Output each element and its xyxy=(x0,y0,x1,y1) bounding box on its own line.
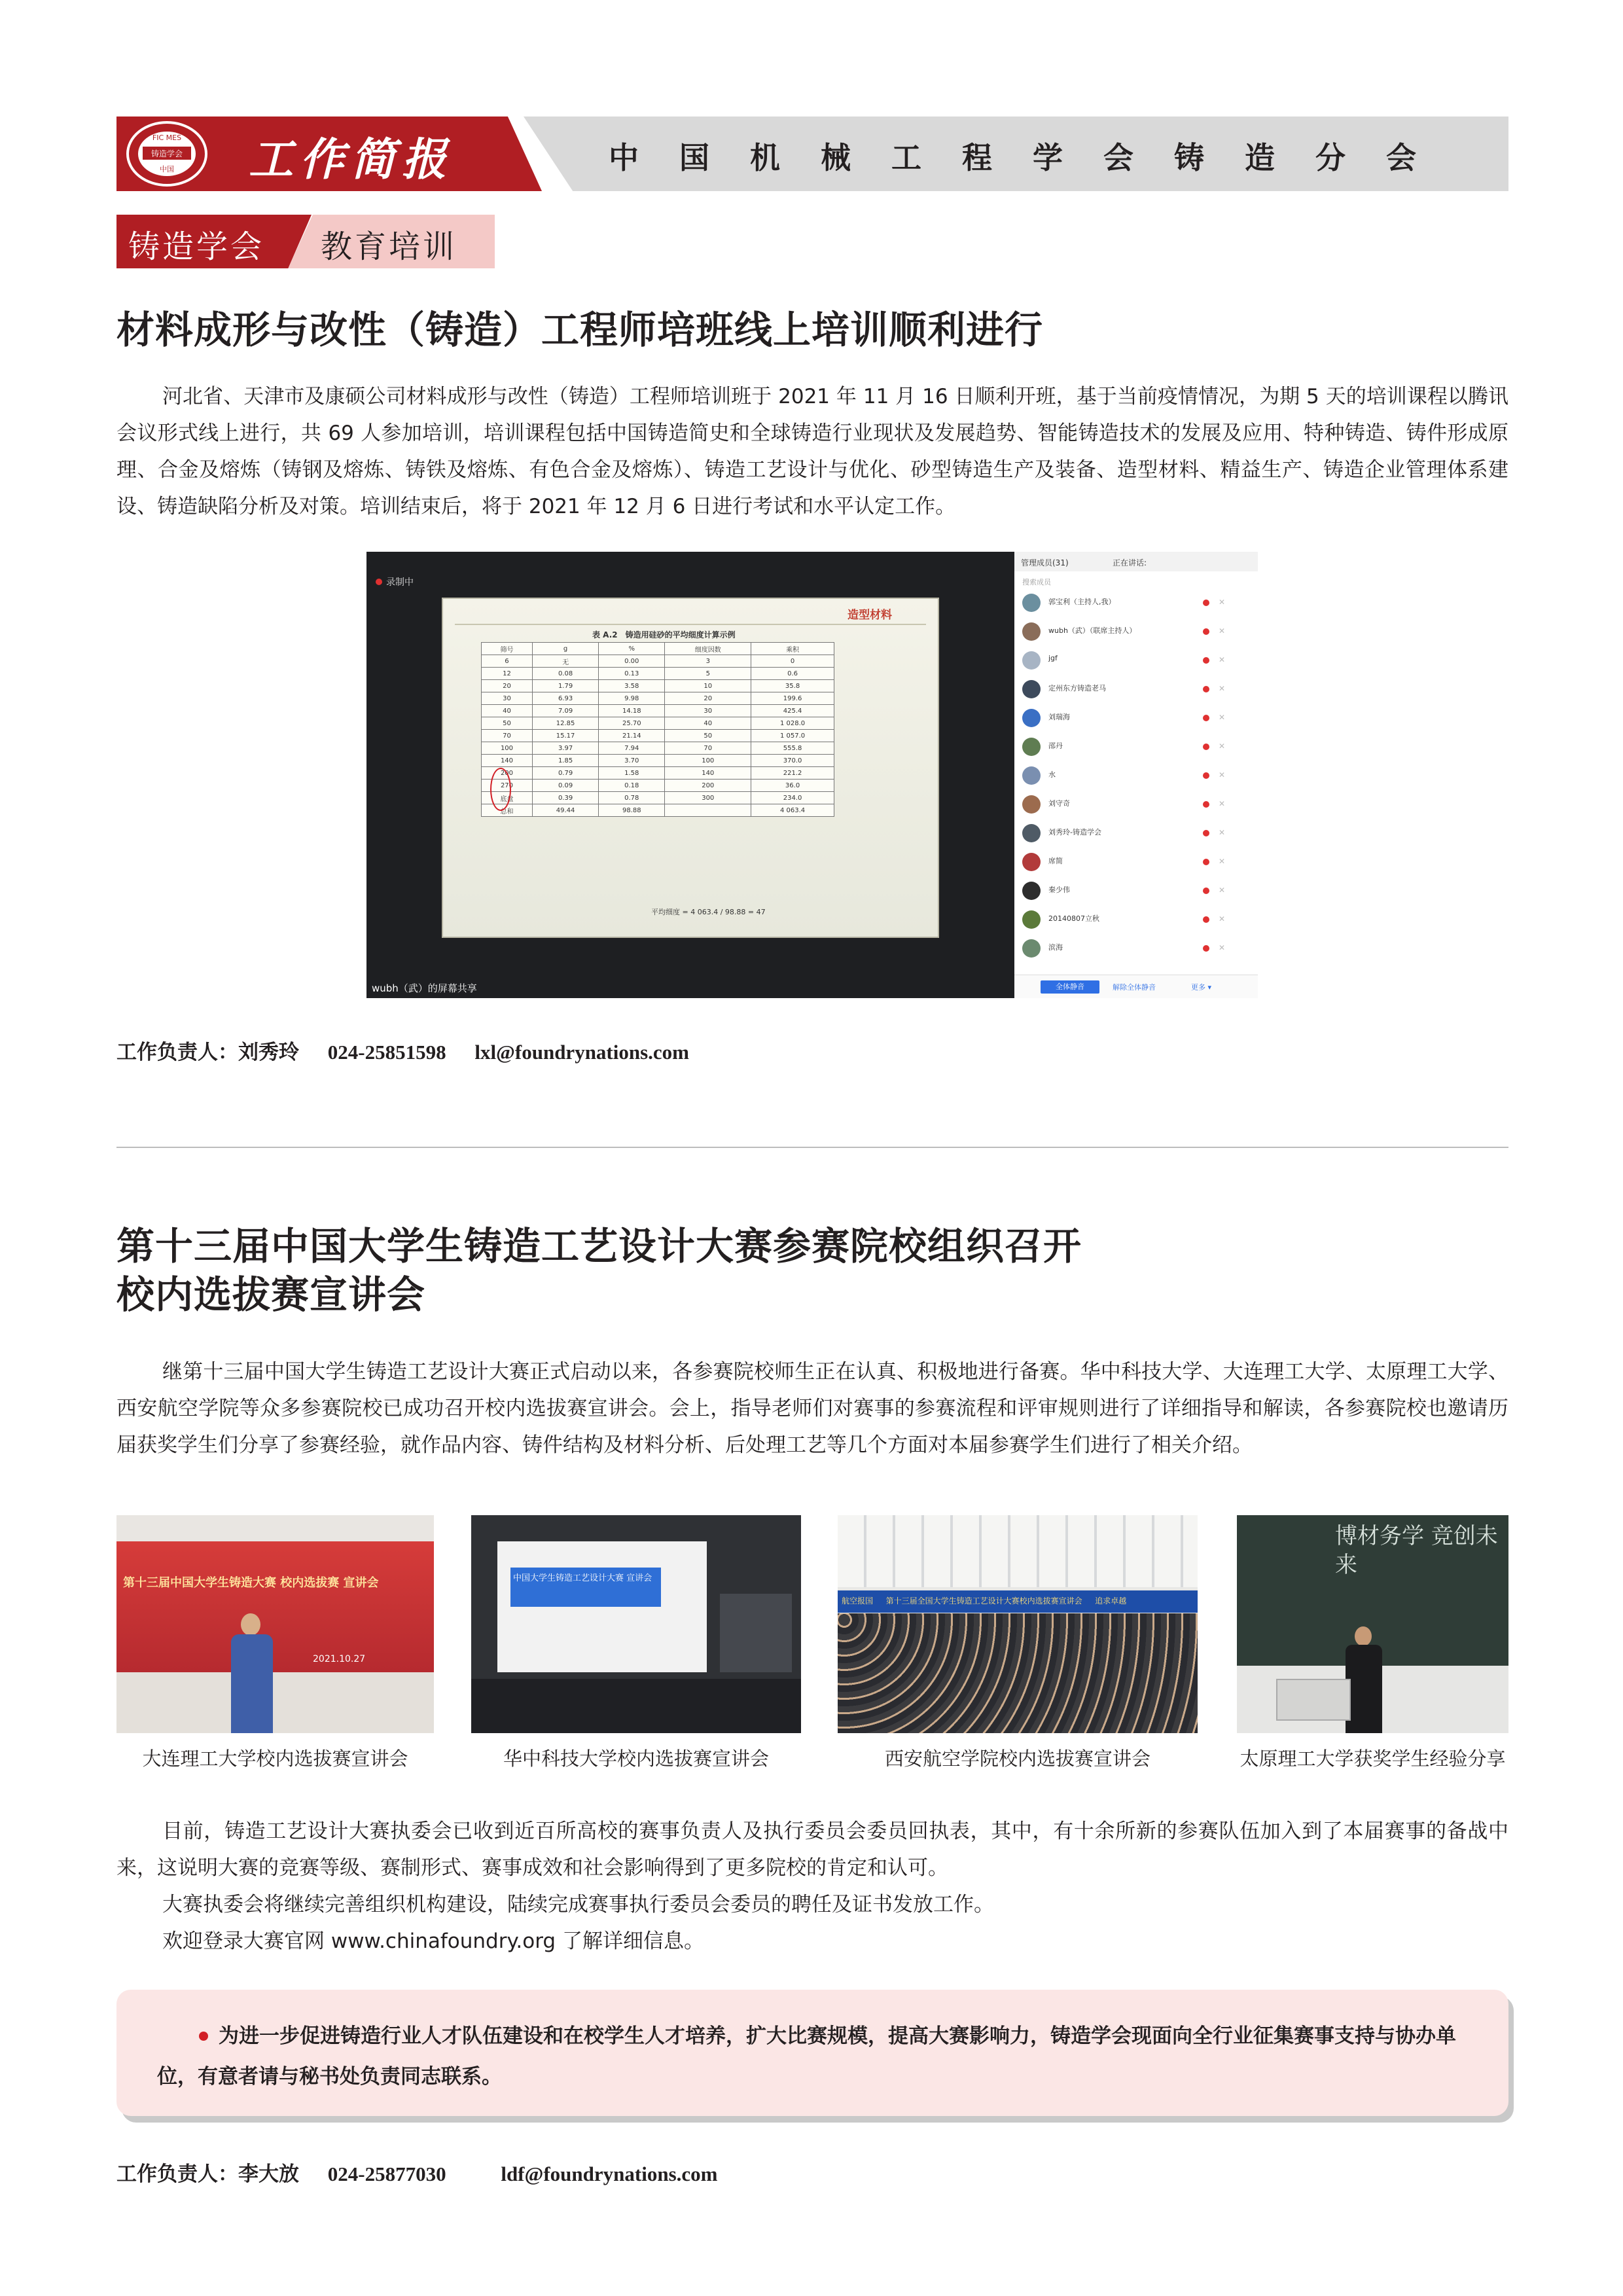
member-panel-footer xyxy=(1014,975,1258,998)
sponsor-notice-text: 为进一步促进铸造行业人才队伍建设和在校学生人才培养，扩大比赛规模，提高大赛影响力，铸造学会现面向全行业征集赛事支持与协办单位，有意者请与秘书处负责同志联系。 xyxy=(157,2024,1456,2089)
table-row xyxy=(482,780,834,792)
avatar xyxy=(1022,594,1041,612)
table-cell: g xyxy=(532,643,598,655)
table-row xyxy=(482,717,834,730)
camera-off-icon[interactable] xyxy=(1203,830,1209,836)
slide-table-caption: 表 A.2 铸造用硅砂的平均细度计算示例 xyxy=(592,630,736,639)
table-cell: 25.70 xyxy=(599,717,665,730)
member-item[interactable] xyxy=(1022,908,1251,934)
table-cell: 9.98 xyxy=(599,692,665,705)
mic-muted-icon[interactable]: ✕ xyxy=(1219,914,1226,924)
mic-muted-icon[interactable]: ✕ xyxy=(1219,684,1226,693)
table-cell: 70 xyxy=(665,742,751,755)
svg-text:FIC MES: FIC MES xyxy=(152,134,182,142)
table-cell: 100 xyxy=(665,755,751,767)
table-cell xyxy=(665,804,751,817)
table-header-row xyxy=(482,643,834,655)
avatar xyxy=(1022,709,1041,727)
table-cell: 98.88 xyxy=(599,804,665,817)
mic-muted-icon[interactable]: ✕ xyxy=(1219,857,1226,866)
section-tag-category: 教育培训 xyxy=(321,228,457,265)
table-cell: 4 063.4 xyxy=(751,804,834,817)
article1-title: 材料成形与改性（铸造）工程师培班线上培训顺利进行 xyxy=(116,308,1044,352)
photo3-caption: 西安航空学院校内选拔赛宣讲会 xyxy=(884,1748,1150,1770)
mic-muted-icon[interactable]: ✕ xyxy=(1219,713,1226,722)
table-cell: 40 xyxy=(665,717,751,730)
table-row xyxy=(482,767,834,780)
table-cell: 30 xyxy=(482,692,533,705)
photo4-caption: 太原理工大学获奖学生经验分享 xyxy=(1240,1748,1506,1770)
camera-off-icon[interactable] xyxy=(1203,916,1209,923)
sieve-table xyxy=(481,642,834,817)
sponsor-notice xyxy=(157,2016,1479,2097)
mic-muted-icon[interactable]: ✕ xyxy=(1219,626,1226,636)
table-cell: 7.94 xyxy=(599,742,665,755)
table-cell: 底盘 xyxy=(482,792,533,804)
member-item[interactable] xyxy=(1022,850,1251,876)
member-panel xyxy=(1014,552,1258,998)
table-cell: 0.18 xyxy=(599,780,665,792)
table-cell: 细度因数 xyxy=(665,643,751,655)
table-cell: 199.6 xyxy=(751,692,834,705)
table-cell: 0 xyxy=(751,655,834,668)
avatar xyxy=(1022,882,1041,900)
table-cell: 1.79 xyxy=(532,680,598,692)
table-cell: 6.93 xyxy=(532,692,598,705)
photo1-date: 2021.10.27 xyxy=(313,1654,366,1664)
photo-xian xyxy=(838,1515,1198,1733)
table-cell: 3.58 xyxy=(599,680,665,692)
table-row xyxy=(482,668,834,680)
article1-body: 河北省、天津市及康硕公司材料成形与改性（铸造）工程师培训班于 2021 年 11 月 16 日顺利开班，基于当前疫情情况，为期 5 天的培训课程以腾讯会议形式线上进行，共 69 人参加培训，培训课程包括中国铸造简史和全球铸造行业现状及发展趋势、智能铸造技术的发展及应用、特种铸造、铸件形成原理、合金及熔炼（铸钢及熔炼、铸铁及熔炼、有色合金及熔炼）、铸造工艺设计与优化、砂型铸造生产及装备、造型材料、精益生产、铸造企业管理体系建设、铸造缺陷分析及对策。培训结束后，将于 2021 年 12 月 6 日进行考试和水平认定工作。 xyxy=(116,385,1508,518)
table-cell: 100 xyxy=(482,742,533,755)
member-count: 管理成员(31) xyxy=(1021,558,1069,567)
camera-off-icon[interactable] xyxy=(1203,945,1209,952)
slide-brand: 造型材料 xyxy=(847,609,892,622)
article2-contact xyxy=(116,2157,741,2187)
avatar xyxy=(1022,738,1041,756)
table-cell: 0.6 xyxy=(751,668,834,680)
mic-muted-icon[interactable]: ✕ xyxy=(1219,886,1226,895)
contact-email[interactable]: ldf@foundrynations.com xyxy=(501,2162,718,2185)
member-search-input[interactable]: 搜索成员 xyxy=(1022,578,1051,586)
avatar xyxy=(1022,651,1041,670)
table-cell: 0.09 xyxy=(532,780,598,792)
member-item[interactable] xyxy=(1022,735,1251,761)
table-cell: % xyxy=(599,643,665,655)
photo2-screen-text: 中国大学生铸造工艺设计大赛 宣讲会 xyxy=(513,1573,652,1583)
member-item[interactable] xyxy=(1022,821,1251,848)
table-row xyxy=(482,655,834,668)
article2-body2-p2: 大赛执委会将继续完善组织机构建设，陆续完成赛事执行委员会委员的聘任及证书发放工作。 xyxy=(162,1893,994,1916)
shared-screen-area xyxy=(366,552,1014,998)
table-cell: 50 xyxy=(665,730,751,742)
table-cell: 70 xyxy=(482,730,533,742)
table-cell: 总和 xyxy=(482,804,533,817)
table-cell: 49.44 xyxy=(532,804,598,817)
camera-off-icon[interactable] xyxy=(1203,801,1209,808)
avatar xyxy=(1022,622,1041,641)
lectern xyxy=(1276,1679,1351,1721)
member-item[interactable] xyxy=(1022,677,1251,704)
table-cell: 1 028.0 xyxy=(751,717,834,730)
avatar xyxy=(1022,910,1041,929)
online-training-screenshot xyxy=(366,552,1258,998)
annotation-circle xyxy=(490,768,511,811)
member-item[interactable] xyxy=(1022,706,1251,732)
table-cell: 1.85 xyxy=(532,755,598,767)
table-cell: 21.14 xyxy=(599,730,665,742)
table-row xyxy=(482,705,834,717)
camera-off-icon[interactable] xyxy=(1203,888,1209,894)
avatar xyxy=(1022,795,1041,814)
member-item[interactable] xyxy=(1022,764,1251,790)
table-cell: 1 057.0 xyxy=(751,730,834,742)
table-cell: 30 xyxy=(665,705,751,717)
member-name: jgf xyxy=(1048,654,1058,662)
table-cell: 10 xyxy=(665,680,751,692)
member-panel-header xyxy=(1014,552,1258,571)
camera-off-icon[interactable] xyxy=(1203,686,1209,692)
table-cell: 234.0 xyxy=(751,792,834,804)
table-cell: 7.09 xyxy=(532,705,598,717)
table-cell: 50 xyxy=(482,717,533,730)
article2-title-line2: 校内选拔赛宣讲会 xyxy=(116,1272,426,1317)
table-cell: 140 xyxy=(665,767,751,780)
member-name: 刘守奇 xyxy=(1048,799,1070,808)
table-cell: 3.97 xyxy=(532,742,598,755)
member-name: 秦少伟 xyxy=(1048,886,1070,894)
table-cell: 425.4 xyxy=(751,705,834,717)
member-name: 席简 xyxy=(1048,857,1063,865)
more-button[interactable]: 更多 ▾ xyxy=(1191,983,1212,992)
screen-share-label: wubh（武）的屏幕共享 xyxy=(372,982,477,994)
member-item[interactable] xyxy=(1022,879,1251,905)
table-row xyxy=(482,755,834,767)
table-cell: 140 xyxy=(482,755,533,767)
photo1-caption: 大连理工大学校内选拔赛宣讲会 xyxy=(142,1748,408,1770)
mic-muted-icon[interactable]: ✕ xyxy=(1219,598,1226,607)
table-cell: 200 xyxy=(665,780,751,792)
table-cell: 乘积 xyxy=(751,643,834,655)
table-row xyxy=(482,742,834,755)
table-cell: 36.0 xyxy=(751,780,834,792)
photo2-caption: 华中科技大学校内选拔赛宣讲会 xyxy=(503,1748,769,1770)
article1-contact xyxy=(116,1035,713,1065)
table-cell: 270 xyxy=(482,780,533,792)
member-name: wubh（武）（联席主持人） xyxy=(1048,626,1137,635)
photo-taiyuan xyxy=(1237,1515,1508,1733)
audience xyxy=(838,1613,1198,1733)
table-row xyxy=(482,692,834,705)
article2-body2-p1: 目前，铸造工艺设计大赛执委会已收到近百所高校的赛事负责人及执行委员会委员回执表，其中，有十余所新的参赛队伍加入到了本届赛事的备战中来，这说明大赛的竞赛等级、赛制形式、赛事成效和社会影响得到了更多院校的肯定和认可。 xyxy=(116,1820,1508,1880)
table-cell: 3.70 xyxy=(599,755,665,767)
table-cell: 0.79 xyxy=(532,767,598,780)
avatar xyxy=(1022,680,1041,698)
table-row xyxy=(482,680,834,692)
svg-text:中国: 中国 xyxy=(160,165,174,173)
svg-text:铸造学会: 铸造学会 xyxy=(151,149,183,158)
table-cell: 555.8 xyxy=(751,742,834,755)
bullet-icon xyxy=(199,2032,208,2041)
mic-muted-icon[interactable]: ✕ xyxy=(1219,943,1226,952)
member-item[interactable] xyxy=(1022,649,1251,675)
slide-equation: 平均细度 = 4 063.4 / 98.88 = 47 xyxy=(651,908,766,916)
table-cell: 6 xyxy=(482,655,533,668)
mic-muted-icon[interactable]: ✕ xyxy=(1219,770,1226,780)
speaking-label: 正在讲话: xyxy=(1113,558,1147,567)
table-cell: 筛号 xyxy=(482,643,533,655)
camera-off-icon[interactable] xyxy=(1203,859,1209,865)
table-cell: 12.85 xyxy=(532,717,598,730)
camera-off-icon[interactable] xyxy=(1203,715,1209,721)
table-cell: 221.2 xyxy=(751,767,834,780)
table-cell: 0.13 xyxy=(599,668,665,680)
mic-muted-icon[interactable]: ✕ xyxy=(1219,742,1226,751)
camera-off-icon[interactable] xyxy=(1203,772,1209,779)
mic-muted-icon[interactable]: ✕ xyxy=(1219,799,1226,808)
camera-off-icon[interactable] xyxy=(1203,744,1209,750)
table-cell: 35.8 xyxy=(751,680,834,692)
mute-all-button[interactable]: 全体静音 xyxy=(1041,980,1099,994)
contact-phone: 024-25877030 xyxy=(327,2162,446,2185)
camera-off-icon[interactable] xyxy=(1203,600,1209,606)
contact-email[interactable]: lxl@foundrynations.com xyxy=(474,1041,690,1064)
article2-title-line1: 第十三届中国大学生铸造工艺设计大赛参赛院校组织召开 xyxy=(116,1224,1082,1268)
photo-dalian xyxy=(116,1515,434,1733)
avatar xyxy=(1022,766,1041,785)
table-row xyxy=(482,730,834,742)
table-cell: 15.17 xyxy=(532,730,598,742)
table-cell: 40 xyxy=(482,705,533,717)
section-tag-society: 铸造学会 xyxy=(128,228,265,265)
table-cell: 0.78 xyxy=(599,792,665,804)
speaker-body xyxy=(231,1634,273,1733)
contact-phone: 024-25851598 xyxy=(327,1041,446,1064)
table-cell: 20 xyxy=(482,680,533,692)
member-item[interactable] xyxy=(1022,620,1251,646)
unmute-all-button[interactable]: 解除全体静音 xyxy=(1113,983,1156,992)
camera-off-icon[interactable] xyxy=(1203,628,1209,635)
newsletter-title: 工作简报 xyxy=(249,134,454,186)
record-dot-icon xyxy=(376,579,382,585)
member-name: 郭宝利（主持人,我） xyxy=(1048,598,1116,606)
speaker-head xyxy=(241,1613,260,1636)
table-cell: 无 xyxy=(532,655,598,668)
student-body xyxy=(1346,1645,1382,1733)
table-cell: 12 xyxy=(482,668,533,680)
table-cell: 3 xyxy=(665,655,751,668)
slide-divider xyxy=(455,624,926,625)
contact-person: 工作负责人：李大放 xyxy=(116,2162,299,2185)
member-name: 滨海 xyxy=(1048,943,1063,952)
table-row xyxy=(482,792,834,804)
contact-person: 工作负责人：刘秀玲 xyxy=(116,1041,299,1064)
photo4-blackboard-text: 博材务学 竞创未来 xyxy=(1335,1523,1498,1578)
article2-body: 继第十三届中国大学生铸造工艺设计大赛正式启动以来，各参赛院校师生正在认真、积极地进行备赛。华中科技大学、大连理工大学、太原理工大学、西安航空学院等众多参赛院校已成功召开校内选拔赛宣讲会。会上，指导老师们对赛事的参赛流程和评审规则进行了详细指导和解读，各参赛院校也邀请历届获奖学生们分享了参赛经验，就作品内容、铸件结构及材料分析、后处理工艺等几个方面对本届参赛学生们进行了相关介绍。 xyxy=(116,1360,1508,1457)
table-cell: 5 xyxy=(665,668,751,680)
table-cell: 20 xyxy=(665,692,751,705)
table-cell: 0.39 xyxy=(532,792,598,804)
table-cell: 0.08 xyxy=(532,668,598,680)
photo1-screen-text: 第十三届中国大学生铸造大赛 校内选拔赛 宣讲会 xyxy=(123,1576,379,1590)
member-name: 刘瑞海 xyxy=(1048,713,1070,721)
member-name: 刘秀玲-铸造学会 xyxy=(1048,828,1101,836)
table-cell: 300 xyxy=(665,792,751,804)
member-name: 20140807立秋 xyxy=(1048,914,1099,923)
avatar xyxy=(1022,853,1041,871)
table-cell: 14.18 xyxy=(599,705,665,717)
article2-body2-p3: 欢迎登录大赛官网 www.chinafoundry.org 了解详细信息。 xyxy=(162,1929,704,1953)
member-name: 邵丹 xyxy=(1048,742,1063,750)
member-item[interactable] xyxy=(1022,937,1251,963)
avatar xyxy=(1022,939,1041,958)
recording-indicator: 录制中 xyxy=(376,575,414,588)
member-item[interactable] xyxy=(1022,793,1251,819)
table-cell: 1.58 xyxy=(599,767,665,780)
mic-muted-icon[interactable]: ✕ xyxy=(1219,828,1226,837)
member-name: 水 xyxy=(1048,770,1056,779)
student-head xyxy=(1355,1626,1372,1646)
table-cell: 200 xyxy=(482,767,533,780)
section-divider xyxy=(116,1147,1508,1148)
avatar xyxy=(1022,824,1041,842)
camera-off-icon[interactable] xyxy=(1203,657,1209,664)
member-name: 定州东方铸造老马 xyxy=(1048,684,1106,692)
lecture-slide xyxy=(442,598,939,938)
mic-muted-icon[interactable]: ✕ xyxy=(1219,655,1226,664)
photo3-banner-text: 航空报国 第十三届全国大学生铸造工艺设计大赛校内选拔赛宣讲会 追求卓越 xyxy=(842,1596,1127,1605)
photo-hust xyxy=(471,1515,801,1733)
member-item[interactable] xyxy=(1022,591,1251,617)
table-cell: 370.0 xyxy=(751,755,834,767)
society-logo-icon xyxy=(124,119,209,188)
organization-name: 中国机械工程学会铸造分会 xyxy=(609,140,1457,175)
table-cell: 0.00 xyxy=(599,655,665,668)
table-row xyxy=(482,804,834,817)
